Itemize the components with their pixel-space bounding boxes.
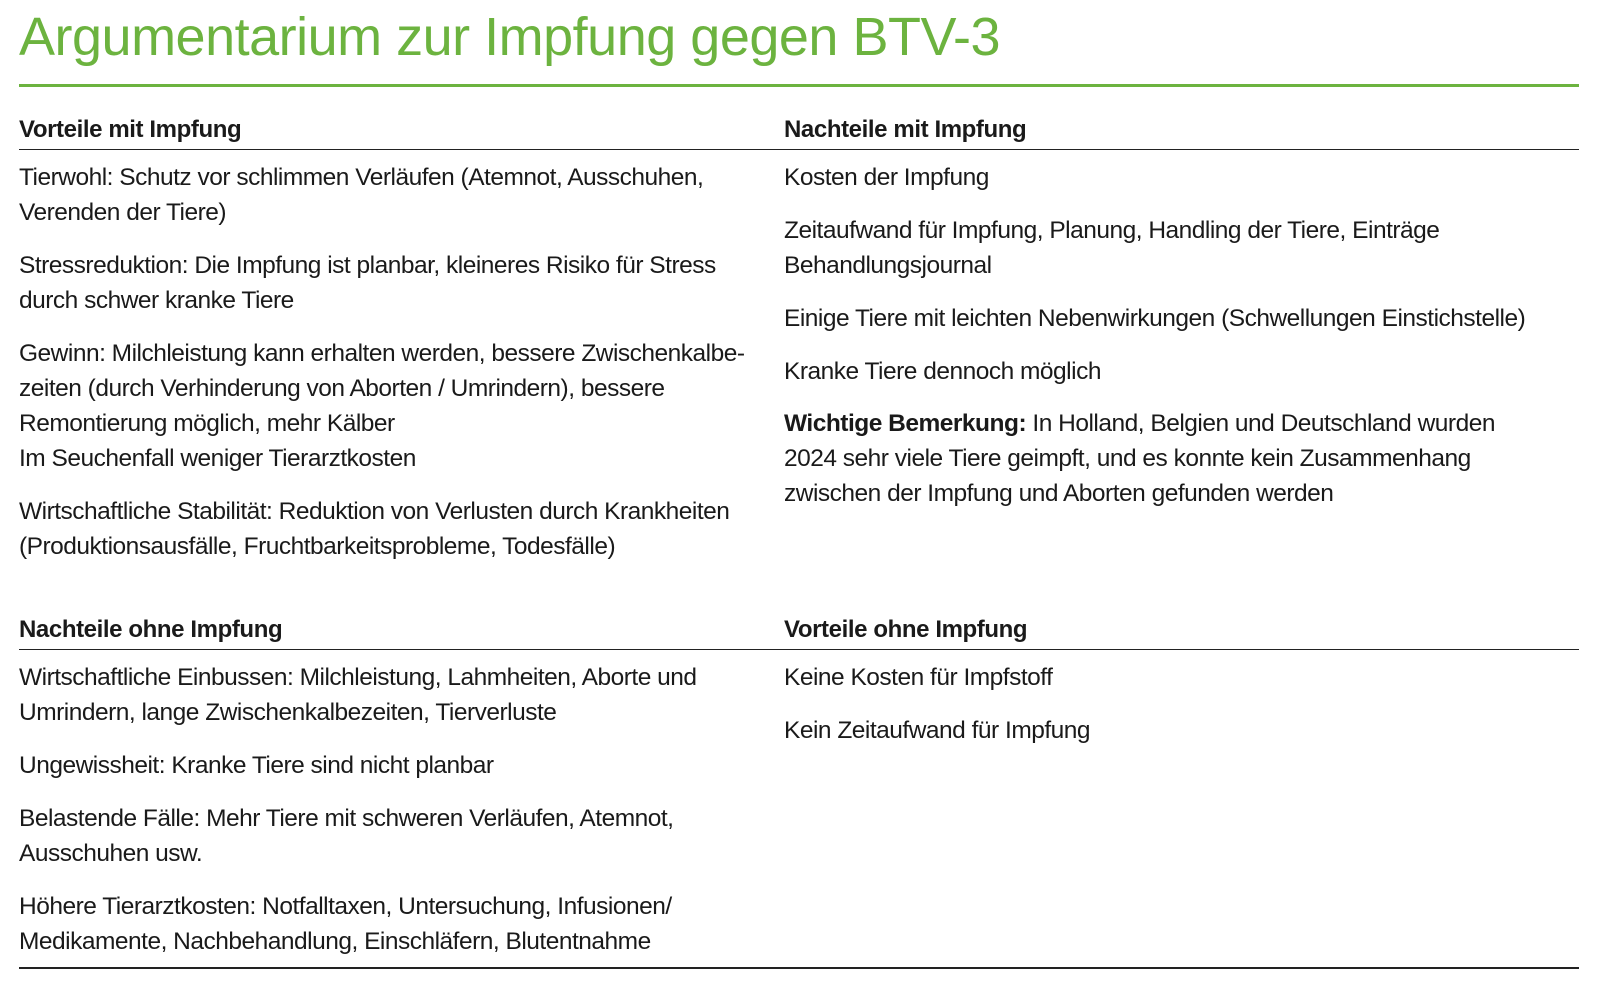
list-item [784,213,1579,283]
list-item [19,336,785,476]
item-line: Im Seuchenfall weniger Tierarztkosten [19,445,416,472]
item-line: Ausschuhen usw. [19,840,203,867]
item-line: Remontierung möglich, mehr Kälber [19,410,395,437]
item-line: Verenden der Tiere) [19,199,227,226]
item-line: Ungewissheit: Kranke Tiere sind nicht planbar [19,752,494,779]
title-underline [19,84,1579,87]
list-item [784,713,1579,748]
item-line: Wirtschaftliche Einbussen: Milchleistung, Lahmheiten, Aborte und [19,664,697,691]
item-line: Zeitaufwand für Impfung, Planung, Handling der Tiere, Einträge [784,217,1440,244]
section-nachteile-mit-impfung [784,116,1579,529]
remark-label: Wichtige Bemerkung: [784,410,1027,437]
list-item [784,160,1579,195]
list-item [19,660,785,730]
item-line: Stressreduktion: Die Impfung ist planbar, kleineres Risiko für Stress [19,252,716,279]
list-item [19,494,785,564]
item-list [19,160,785,564]
remark-line [784,406,1579,441]
important-remark [784,406,1579,511]
list-item [784,301,1579,336]
item-line: zeiten (durch Verhinderung von Aborten / Umrindern), bessere [19,375,665,402]
section-heading: Nachteile mit Impfung [784,116,1579,150]
bottom-divider [19,967,1579,969]
item-line: Behandlungsjournal [784,252,992,279]
item-line: Belastende Fälle: Mehr Tiere mit schweren Verläufen, Atemnot, [19,805,674,832]
remark-line: zwischen der Impfung und Aborten gefunden werden [784,480,1334,507]
item-line: Umrindern, lange Zwischenkalbezeiten, Tierverluste [19,699,557,726]
list-item [784,354,1579,389]
section-heading: Vorteile ohne Impfung [784,616,1579,650]
item-line: Wirtschaftliche Stabilität: Reduktion von Verlusten durch Krankheiten [19,498,730,525]
item-line: Kein Zeitaufwand für Impfung [784,717,1091,744]
section-vorteile-mit-impfung [19,116,785,582]
item-line: Kranke Tiere dennoch möglich [784,358,1101,385]
item-line: Tierwohl: Schutz vor schlimmen Verläufen (Atemnot, Ausschuhen, [19,164,704,191]
list-item [19,748,785,783]
section-heading: Nachteile ohne Impfung [19,616,785,650]
item-line: Höhere Tierarztkosten: Notfalltaxen, Untersuchung, Infusionen/ [19,893,672,920]
list-item [19,248,785,318]
page-title: Argumentarium zur Impfung gegen BTV-3 [19,7,1001,67]
list-item [19,889,785,959]
item-list [19,660,785,959]
section-heading: Vorteile mit Impfung [19,116,785,150]
section-nachteile-ohne-impfung [19,616,785,977]
item-line: durch schwer kranke Tiere [19,287,294,314]
list-item [19,160,785,230]
remark-line: 2024 sehr viele Tiere geimpft, und es konnte kein Zusammenhang [784,445,1471,472]
item-line: Keine Kosten für Impfstoff [784,664,1053,691]
item-line: Medikamente, Nachbehandlung, Einschläfern, Blutentnahme [19,928,651,955]
item-line: Einige Tiere mit leichten Nebenwirkungen (Schwellungen Einstichstelle) [784,305,1526,332]
item-line: Kosten der Impfung [784,164,989,191]
item-line: Gewinn: Milchleistung kann erhalten werden, bessere Zwischenkalbe- [19,340,745,367]
item-list [784,660,1579,748]
item-line: (Produktionsausfälle, Fruchtbarkeitsprobleme, Todesfälle) [19,533,616,560]
list-item [19,801,785,871]
list-item [784,660,1579,695]
document-page [19,0,1579,1003]
section-vorteile-ohne-impfung [784,616,1579,766]
remark-text: In Holland, Belgien und Deutschland wurden [1026,410,1495,437]
item-list [784,160,1579,389]
